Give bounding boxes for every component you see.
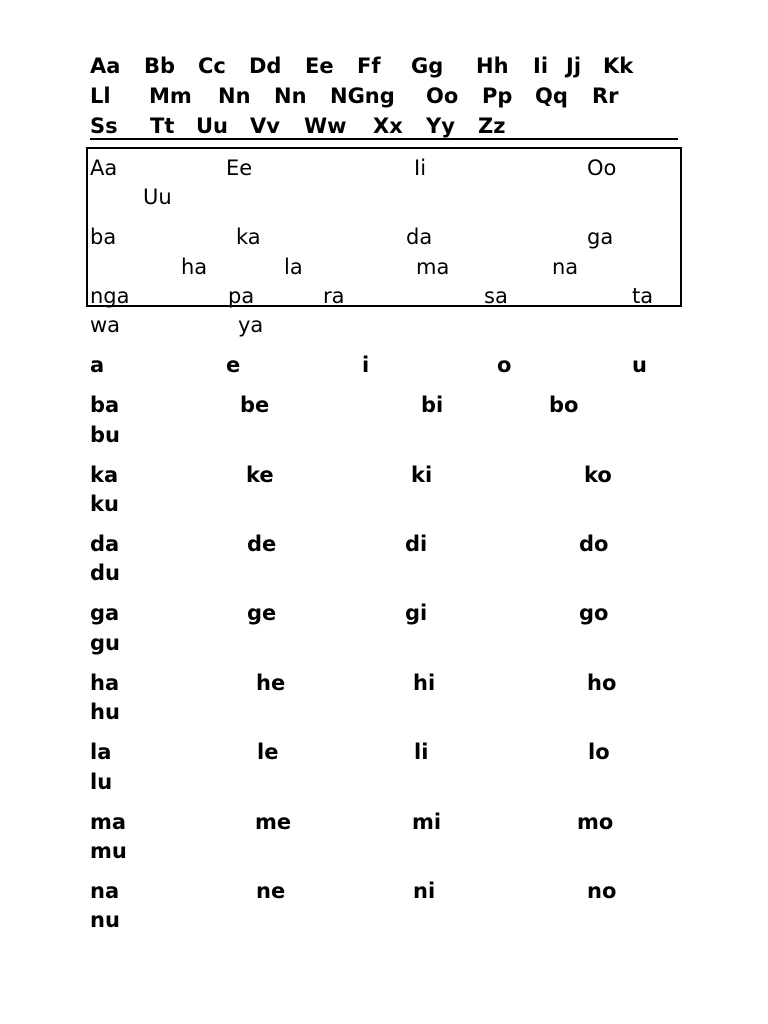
syllable: na	[90, 879, 120, 903]
vowel: o	[497, 353, 512, 377]
syllable: li	[414, 740, 429, 764]
abakada-vowel: Oo	[587, 156, 617, 180]
alphabet-letter: Ff	[357, 54, 381, 78]
vowel: u	[632, 353, 647, 377]
abakada-consonant: ta	[632, 284, 654, 308]
syllable: mi	[412, 810, 442, 834]
syllable: nu	[90, 908, 120, 932]
syllable: bo	[549, 393, 579, 417]
syllable: du	[90, 561, 120, 585]
abakada-consonant: ya	[238, 313, 264, 337]
syllable: me	[255, 810, 292, 834]
alphabet-letter: Jj	[566, 54, 582, 78]
alphabet-letter: Rr	[592, 84, 619, 108]
alphabet-letter: Bb	[144, 54, 176, 78]
syllable: ki	[411, 463, 433, 487]
alphabet-letter: Mm	[149, 84, 192, 108]
alphabet-letter: Nn	[218, 84, 251, 108]
syllable: ke	[246, 463, 274, 487]
abakada-vowel: Ee	[226, 156, 253, 180]
syllable: hi	[413, 671, 436, 695]
syllable: ko	[584, 463, 612, 487]
abakada-consonant: ka	[236, 225, 261, 249]
abakada-consonant: na	[552, 255, 579, 279]
abakada-consonant: ra	[323, 284, 345, 308]
syllable: di	[405, 532, 428, 556]
syllable: bu	[90, 423, 120, 447]
syllable: ha	[90, 671, 120, 695]
header-divider	[90, 138, 678, 140]
syllable: ku	[90, 492, 119, 516]
alphabet-letter: Uu	[196, 114, 229, 138]
alphabet-letter: Cc	[198, 54, 226, 78]
syllable: la	[90, 740, 112, 764]
syllable: be	[240, 393, 270, 417]
syllable: ma	[90, 810, 127, 834]
syllable: he	[256, 671, 286, 695]
syllable: ge	[247, 601, 277, 625]
abakada-consonant: ha	[181, 255, 208, 279]
vowel: e	[226, 353, 241, 377]
abakada-vowel: Uu	[143, 185, 172, 209]
alphabet-letter: Qq	[535, 84, 568, 108]
syllable: mo	[577, 810, 614, 834]
alphabet-letter: Nn	[274, 84, 307, 108]
alphabet-letter: Gg	[411, 54, 444, 78]
alphabet-letter: Yy	[426, 114, 455, 138]
alphabet-letter: Tt	[150, 114, 175, 138]
alphabet-letter: Ii	[533, 54, 549, 78]
syllable: lo	[588, 740, 610, 764]
alphabet-letter: Hh	[476, 54, 509, 78]
abakada-consonant: ma	[416, 255, 450, 279]
alphabet-letter: Kk	[603, 54, 634, 78]
alphabet-letter: Oo	[426, 84, 459, 108]
abakada-consonant: nga	[90, 284, 130, 308]
syllable: ga	[90, 601, 120, 625]
alphabet-letter: Zz	[478, 114, 506, 138]
syllable: ho	[587, 671, 617, 695]
vowel: a	[90, 353, 105, 377]
syllable: mu	[90, 839, 127, 863]
syllable: do	[579, 532, 609, 556]
alphabet-letter: Pp	[482, 84, 513, 108]
syllable: lu	[90, 770, 113, 794]
alphabet-letter: Ww	[304, 114, 347, 138]
abakada-consonant: ga	[587, 225, 614, 249]
abakada-consonant: da	[406, 225, 433, 249]
syllable: da	[90, 532, 120, 556]
alphabet-letter: Ss	[90, 114, 118, 138]
syllable: no	[587, 879, 617, 903]
alphabet-letter: Aa	[90, 54, 121, 78]
syllable: le	[257, 740, 279, 764]
alphabet-letter: Xx	[373, 114, 403, 138]
syllable: de	[247, 532, 277, 556]
alphabet-letter: Dd	[249, 54, 282, 78]
syllable: ka	[90, 463, 119, 487]
abakada-vowel: Ii	[414, 156, 427, 180]
abakada-vowel: Aa	[90, 156, 118, 180]
alphabet-letter: Vv	[250, 114, 280, 138]
vowel: i	[362, 353, 370, 377]
syllable: ne	[256, 879, 286, 903]
syllable: ni	[413, 879, 436, 903]
abakada-consonant: pa	[228, 284, 255, 308]
abakada-consonant: la	[284, 255, 303, 279]
syllable: gu	[90, 631, 120, 655]
alphabet-letter: Ll	[90, 84, 111, 108]
abakada-consonant: wa	[90, 313, 121, 337]
syllable: hu	[90, 700, 120, 724]
syllable: ba	[90, 393, 120, 417]
syllable: go	[579, 601, 609, 625]
abakada-consonant: sa	[484, 284, 508, 308]
alphabet-letter: NGng	[330, 84, 395, 108]
abakada-consonant: ba	[90, 225, 117, 249]
syllable: bi	[421, 393, 444, 417]
syllable: gi	[405, 601, 428, 625]
alphabet-letter: Ee	[305, 54, 334, 78]
